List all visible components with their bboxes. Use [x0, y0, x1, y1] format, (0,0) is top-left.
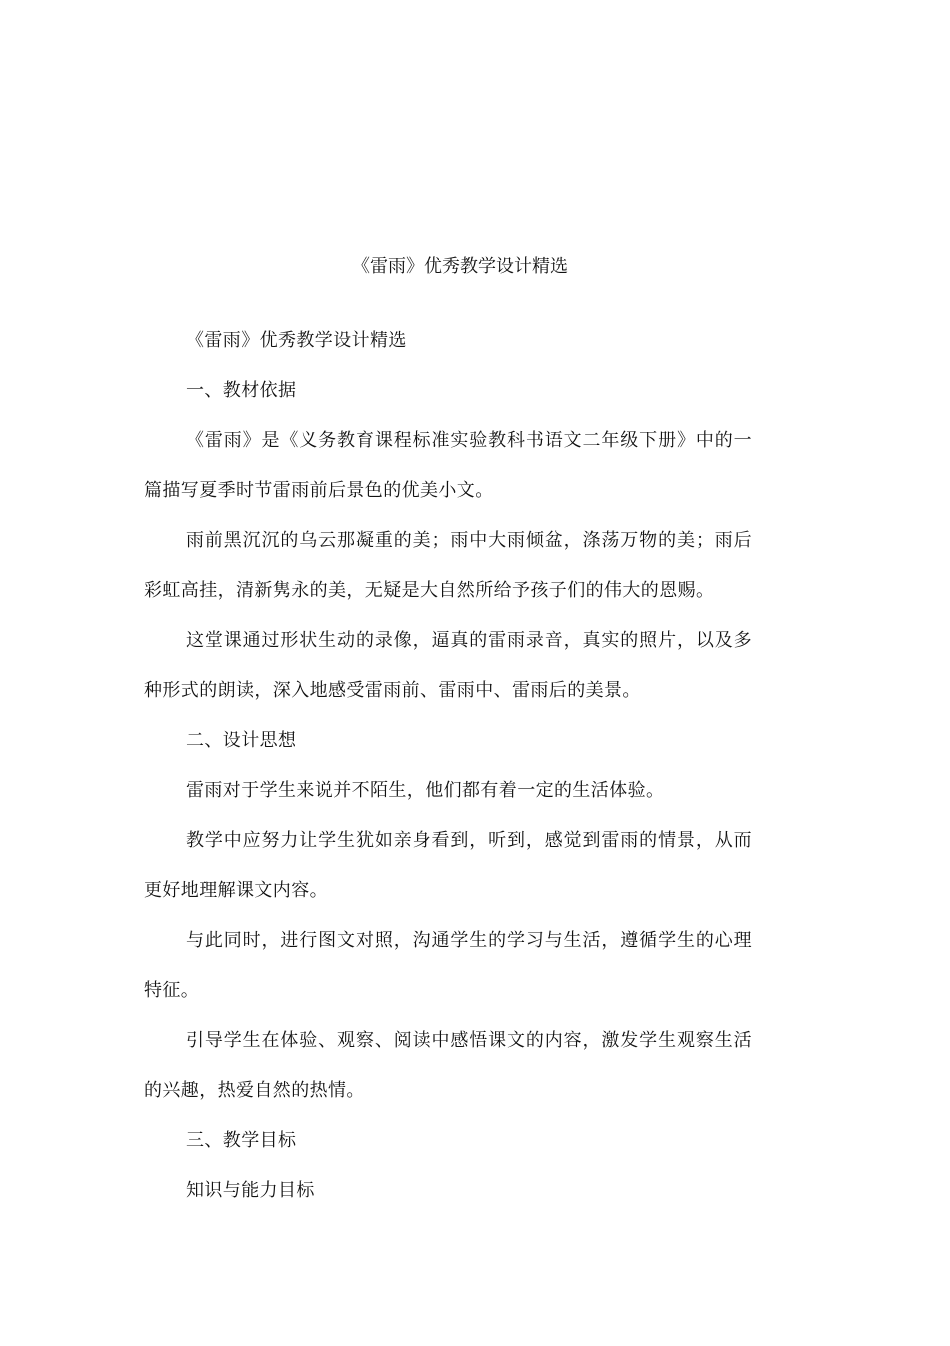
heading-textbook-basis: 一、教材依据	[186, 380, 297, 401]
heading-design-idea: 二、设计思想	[186, 730, 297, 751]
paragraph-student-experience: 雷雨对于学生来说并不陌生，他们都有着一定的生活体验。	[186, 780, 665, 801]
paragraph-teaching-approach: 教学中应努力让学生犹如亲身看到，听到，感觉到雷雨的情景，从而更好地理解课文内容。	[144, 830, 752, 901]
paragraph-textbook-intro: 《雷雨》是《义务教育课程标准实验教科书语文二年级下册》中的一篇描写夏季时节雷雨前后景色的优美小文。	[144, 430, 752, 501]
paragraph-lesson-method: 这堂课通过形状生动的录像，逼真的雷雨录音，真实的照片，以及多种形式的朗读，深入地感受雷雨前、雷雨中、雷雨后的美景。	[144, 630, 752, 701]
paragraph-subtitle: 《雷雨》优秀教学设计精选	[186, 330, 407, 351]
paragraph-beauty-description: 雨前黑沉沉的乌云那凝重的美；雨中大雨倾盆，涤荡万物的美；雨后彩虹高挂，清新隽永的美，无疑是大自然所给予孩子们的伟大的恩赐。	[144, 530, 752, 601]
document-title: 《雷雨》优秀教学设计精选	[352, 256, 568, 277]
heading-knowledge-ability-goals: 知识与能力目标	[186, 1180, 315, 1201]
paragraph-guide-students: 引导学生在体验、观察、阅读中感悟课文的内容，激发学生观察生活的兴趣，热爱自然的热情。	[144, 1030, 752, 1101]
heading-teaching-goals: 三、教学目标	[186, 1130, 297, 1151]
document-body	[144, 316, 752, 1216]
paragraph-image-text-comparison: 与此同时，进行图文对照，沟通学生的学习与生活，遵循学生的心理特征。	[144, 930, 752, 1001]
